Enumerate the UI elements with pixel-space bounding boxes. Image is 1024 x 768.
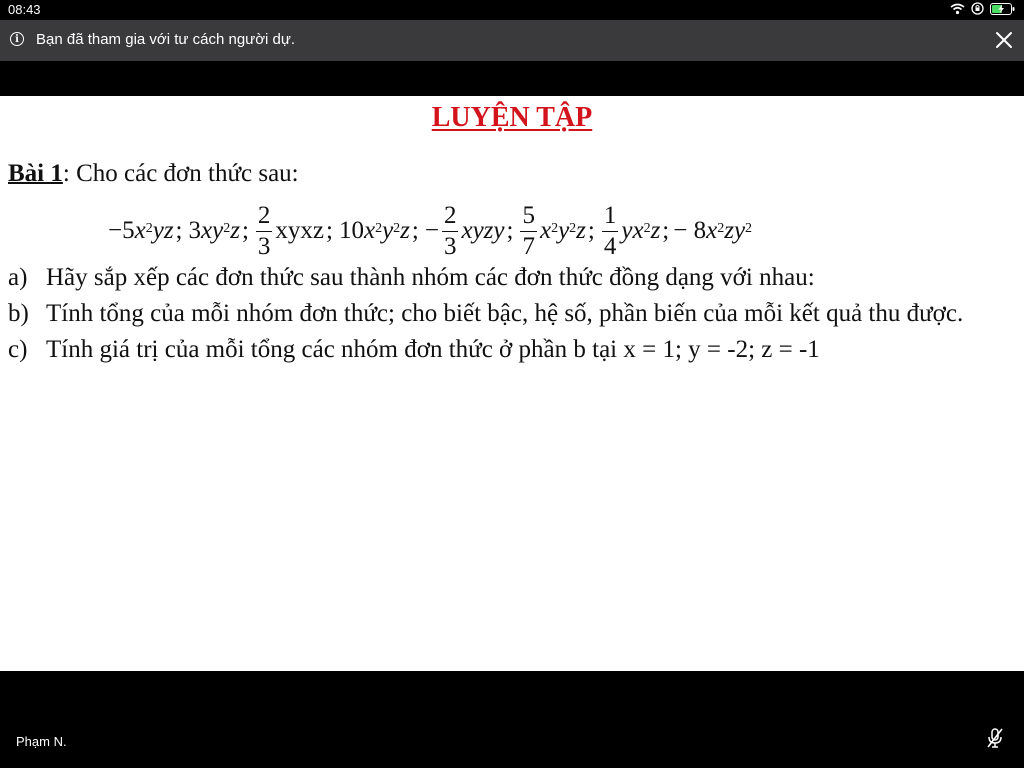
exercise-label: Bài 1	[8, 160, 63, 187]
term6-var1: x	[539, 217, 552, 244]
task-label: b)	[8, 300, 29, 327]
term7-num: 1	[603, 202, 617, 229]
battery-charging-icon	[990, 3, 1016, 15]
task-item-b	[8, 300, 963, 328]
participant-name: Phạm N.	[16, 734, 67, 749]
term2-var: xy	[201, 217, 224, 244]
term4-exp2: 2	[393, 221, 401, 236]
term8-exp2: 2	[745, 221, 753, 236]
term8-exp: 2	[717, 221, 725, 236]
participant-bar	[0, 671, 1024, 768]
task-label: c)	[8, 336, 28, 363]
term1-rest: yz	[152, 217, 174, 244]
task-item-c	[8, 336, 820, 364]
monomials-formula	[108, 200, 752, 262]
term4-rest: z	[400, 217, 410, 244]
term6-num: 5	[522, 202, 535, 229]
term4-var2: y	[382, 217, 394, 244]
term7-exp: 2	[643, 221, 651, 236]
term5-sign: −	[424, 217, 439, 244]
orientation-lock-icon	[971, 2, 984, 15]
term8-coef: − 8	[673, 217, 707, 244]
term3-num: 2	[257, 202, 271, 229]
status-bar	[0, 0, 1024, 20]
term1-var: x	[134, 217, 146, 244]
guest-notice-banner	[0, 20, 1024, 61]
status-icons	[950, 2, 1016, 15]
term7-rest: z	[650, 217, 661, 244]
term6-rest: z	[576, 217, 586, 244]
term8-var: x	[706, 217, 718, 244]
separator: ;	[587, 217, 595, 244]
separator: ;	[175, 217, 183, 244]
term7-var: yx	[621, 217, 644, 244]
task-label: a)	[8, 264, 28, 291]
term7-den: 4	[603, 233, 617, 260]
shared-slide	[0, 96, 1024, 671]
task-text: Tính tổng của mỗi nhóm đơn thức; cho biết bậc, hệ số, phần biến của mỗi kết quả thu được.	[46, 300, 964, 327]
status-time: 08:43	[8, 2, 41, 17]
slide-title: LUYỆN TẬP	[431, 102, 593, 133]
separator: ;	[241, 217, 249, 244]
term6-var2: y	[558, 217, 570, 244]
separator: ;	[411, 217, 419, 244]
task-text: Tính giá trị của mỗi tổng các nhóm đơn thức ở phần b tại x = 1; y = -2; z = -1	[46, 336, 820, 363]
term7-fraction	[602, 203, 619, 259]
term2-rest: z	[230, 217, 240, 244]
close-icon[interactable]	[992, 28, 1016, 52]
separator: ;	[662, 217, 670, 244]
term2-exp: 2	[223, 221, 231, 236]
term3-rest: xyxz	[275, 217, 324, 244]
separator: ;	[506, 217, 514, 244]
term1-exp: 2	[145, 221, 153, 236]
info-icon: i	[10, 32, 24, 46]
term6-fraction	[520, 203, 537, 259]
term6-exp1: 2	[551, 221, 559, 236]
task-text: Hãy sắp xếp các đơn thức sau thành nhóm các đơn thức đồng dạng với nhau:	[46, 264, 815, 291]
term3-den: 3	[257, 233, 271, 260]
term3-fraction	[256, 203, 273, 259]
exercise-heading	[8, 160, 299, 188]
term5-den: 3	[443, 233, 457, 260]
term5-rest: xyzy	[461, 217, 505, 244]
term8-mid: zy	[724, 217, 746, 244]
term4-var1: x	[363, 217, 376, 244]
term6-exp2: 2	[569, 221, 577, 236]
wifi-icon	[950, 3, 965, 15]
task-item-a	[8, 264, 815, 292]
term5-num: 2	[443, 202, 457, 229]
separator: ;	[326, 217, 333, 244]
exercise-text: : Cho các đơn thức sau:	[62, 160, 299, 187]
term4-exp1: 2	[375, 221, 383, 236]
term5-fraction	[442, 203, 459, 259]
term6-den: 7	[522, 233, 535, 260]
microphone-muted-icon[interactable]	[986, 727, 1004, 749]
guest-notice-text: Bạn đã tham gia với tư cách người dự.	[36, 31, 296, 48]
term4-coef: 10	[338, 217, 364, 244]
term2-coef: 3	[188, 217, 201, 244]
term1-coef: −5	[108, 217, 135, 244]
